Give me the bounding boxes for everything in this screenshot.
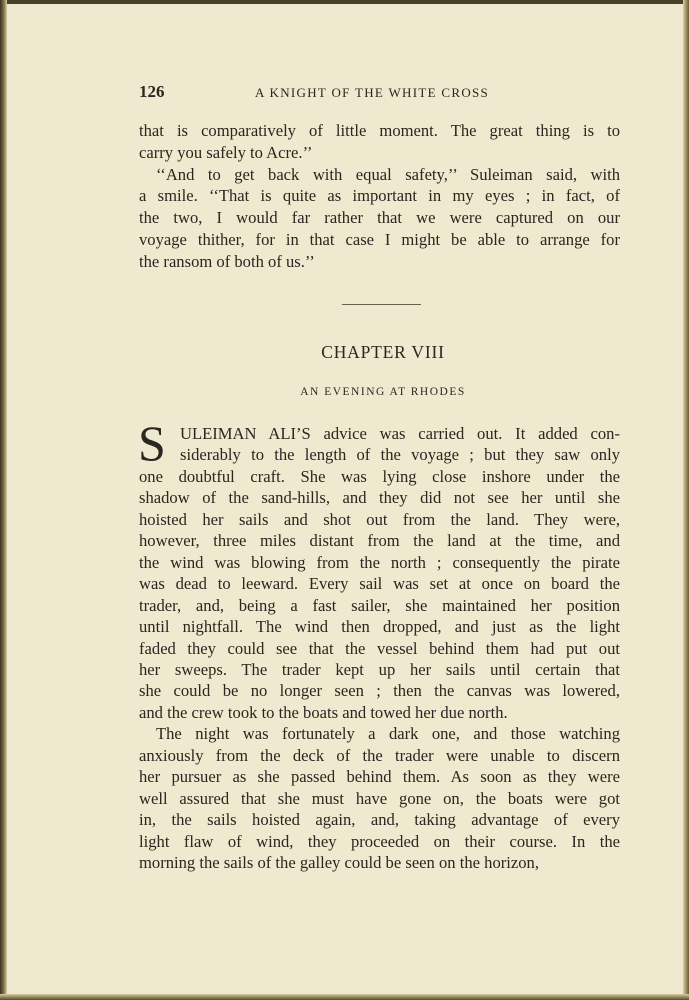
text-line: trader, and, being a fast sailer, she maintained her position bbox=[139, 595, 620, 615]
text-line: siderably to the length of the voyage ; but they saw only bbox=[180, 445, 620, 465]
text-line: was dead to leeward. Every sail was set at once on board the bbox=[139, 574, 620, 594]
text-line: until nightfall. The wind then dropped, and just as the light bbox=[139, 617, 620, 637]
text-line: her sweeps. The trader kept up her sails until certain that bbox=[139, 659, 620, 679]
text-line: voyage thither, for in that case I might be able to arrange for bbox=[139, 230, 620, 249]
text-line: The night was fortunately a dark one, and those watching bbox=[156, 724, 620, 744]
text-line: hoisted her sails and shot out from the land. They were, bbox=[139, 509, 620, 529]
text-line: well assured that she must have gone on, the boats were got bbox=[139, 788, 620, 808]
page-edge-left bbox=[0, 0, 7, 1000]
text-line: the wind was blowing from the north ; consequently the pirate bbox=[139, 552, 620, 572]
running-title: A KNIGHT OF THE WHITE CROSS bbox=[255, 85, 490, 100]
text-line: faded they could see that the vessel behind them had put out bbox=[139, 638, 620, 658]
text-line: shadow of the sand-hills, and they did not see her until she bbox=[139, 488, 620, 508]
text-line: morning the sails of the galley could be seen on the horizon, bbox=[139, 853, 539, 872]
text-line: and the crew took to the boats and towed her due north. bbox=[139, 702, 508, 722]
text-line: the two, I would far rather that we were captured on our bbox=[139, 208, 620, 228]
text-line: ULEIMAN ALI’S advice was carried out. It added con- bbox=[180, 424, 620, 443]
chapter-title: CHAPTER VIII bbox=[321, 342, 445, 362]
page-edge-right bbox=[683, 0, 689, 1000]
text-line: anxiously from the deck of the trader were unable to discern bbox=[139, 745, 620, 765]
text-line: she could be no longer seen ; then the canvas was lowered, bbox=[139, 681, 620, 701]
page-edge-top bbox=[0, 0, 689, 4]
text-line: her pursuer as she passed behind them. As soon as they were bbox=[139, 767, 620, 787]
text-line: that is comparatively of little moment. The great thing is to bbox=[139, 121, 620, 140]
text-line: ‘‘And to get back with equal safety,’’ Suleiman said, with bbox=[156, 164, 620, 184]
page-edge-bottom bbox=[0, 994, 689, 1000]
text-line: however, three miles distant from the land at the time, and bbox=[139, 531, 620, 551]
drop-cap: S bbox=[138, 415, 166, 471]
text-line: one doubtful craft. She was lying close inshore under the bbox=[139, 466, 620, 486]
text-line: in, the sails hoisted again, and, taking advantage of every bbox=[139, 810, 620, 830]
chapter-subtitle: AN EVENING AT RHODES bbox=[300, 386, 466, 398]
text-line: a smile. ‘‘That is quite as important in my eyes ; in fact, of bbox=[139, 186, 620, 206]
page-number: 126 bbox=[139, 82, 165, 101]
text-line: the ransom of both of us.’’ bbox=[139, 251, 315, 271]
section-divider bbox=[342, 304, 421, 305]
text-line: carry you safely to Acre.’’ bbox=[139, 142, 313, 162]
text-line: light flaw of wind, they proceeded on their course. In the bbox=[139, 831, 620, 851]
